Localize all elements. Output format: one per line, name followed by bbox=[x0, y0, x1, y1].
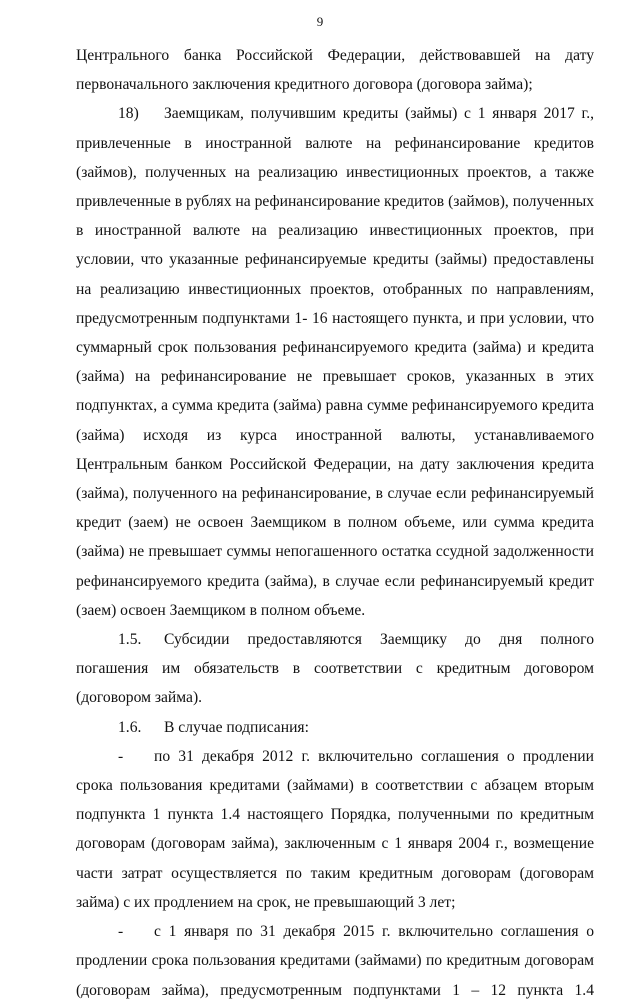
paragraph-item-18 bbox=[76, 99, 594, 625]
paragraph-continuation: Центрального банка Российской Федерации, действовавшей на дату первоначального заключения кредитного договора (договора займа); bbox=[76, 47, 594, 94]
clause-text: В случае подписания: bbox=[164, 718, 309, 736]
list-item-text: с 1 января по 31 декабря 2015 г. включительно соглашения о продлении срока пользования кредитами (займами) по кредитным договорам (договорам займа), предусмотренным подпунктами 1 – 12 пункта 1.4 bbox=[76, 923, 594, 999]
document-body bbox=[76, 41, 594, 1005]
list-dash: - bbox=[118, 747, 124, 765]
paragraph-1-5 bbox=[76, 625, 594, 713]
dash-item-1 bbox=[76, 742, 594, 917]
dash-item-2 bbox=[76, 917, 594, 1005]
clause-number: 1.6. bbox=[118, 718, 142, 736]
paragraph-1-6 bbox=[76, 713, 594, 742]
clause-number: 1.5. bbox=[118, 631, 142, 649]
clause-text: Субсидии предоставляются Заемщику до дня полного погашения им обязательств в соответствии с кредитным договором (договором займа). bbox=[76, 631, 594, 707]
item-text: Заемщикам, получившим кредиты (займы) с 1 января 2017 г., привлеченные в иностранной валюте на рефинансирование кредитов (займов), полученных на реализацию инвестиционных проектов, а также привлеченные в рублях на рефинансирование кредитов (займов), полученных в иностранной валюте на реализацию инвестиционных проектов, при условии, что указанные рефинансируемые кредиты (займы) предоставлены на реализацию инвестиционных проектов, отобранных по направлениям, предусмотренным подпунктами 1- 16 настоящего пункта, и при условии, что суммарный срок пользования рефинансируемого кредита (займа) и кредита (займа) на рефинансирование не превышает сроков, указанных в этих подпунктах, а сумма кредита (займа) равна сумме рефинансируемого кредита (займа) исходя из курса иностранной валюты, устанавливаемого Центральным банком Российской Федерации, на дату заключения кредита (займа), полученного на рефинансирование, в случае если рефинансируемый кредит (заем) не освоен Заемщиком в полном объеме, или сумма кредита (займа) не превышает суммы непогашенного остатка ссудной задолженности рефинансируемого кредита (займа), в случае если рефинансируемый кредит (заем) освоен Заемщиком в полном объеме. bbox=[76, 105, 594, 619]
page-number: 9 bbox=[316, 14, 324, 29]
list-dash: - bbox=[118, 923, 124, 941]
item-number: 18) bbox=[118, 105, 139, 123]
list-item-text: по 31 декабря 2012 г. включительно соглашения о продлении срока пользования кредитами (займами) в соответствии с абзацем вторым подпункта 1 пункта 1.4 настоящего Порядка, полученными по кредитным договорам (договорам займа), заключенным с 1 января 2004 г., возмещение части затрат осуществляется по таким кредитным договорам (договорам займа) с их продлением на срок, не превышающий 3 лет; bbox=[76, 747, 594, 911]
